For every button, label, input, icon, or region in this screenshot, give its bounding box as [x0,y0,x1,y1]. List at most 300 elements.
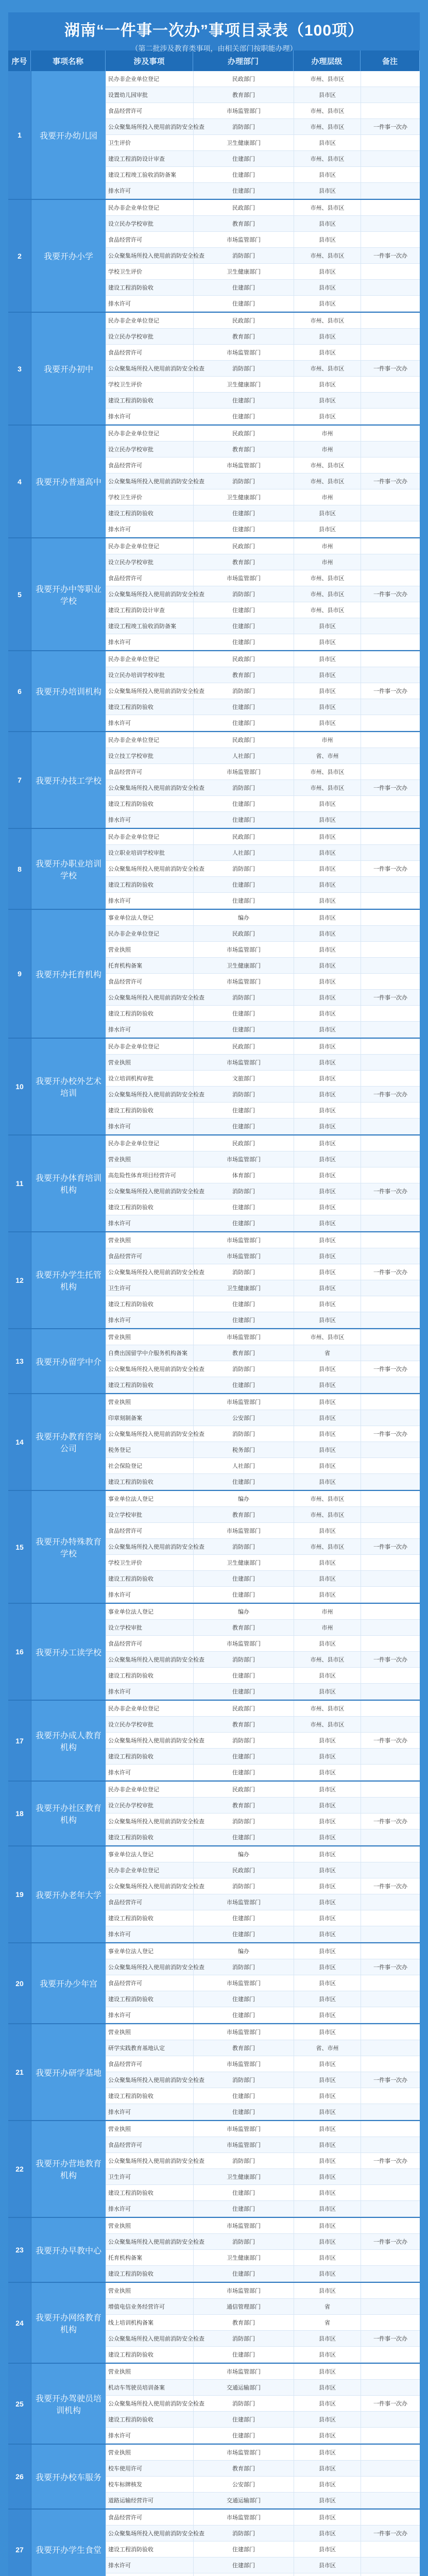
dept-cell: 住建部门 [193,1991,294,2007]
level-cell: 县市区 [294,2218,361,2233]
table-row [106,377,420,393]
group-number: 5 [8,538,31,650]
level-cell: 县市区 [294,216,361,231]
note-cell: 一件事一次办 [361,683,420,699]
dept-cell: 民政部门 [193,1039,294,1054]
dept-cell: 市场监管部门 [193,1055,294,1070]
level-cell: 县市区 [294,1862,361,1878]
item-cell: 事业单位法人登记 [106,910,193,925]
note-cell [361,377,420,392]
note-cell [361,1071,420,1086]
item-cell: 事业单位法人登记 [106,1846,193,1862]
item-cell: 建设工程消防设计审查 [106,151,193,166]
item-cell: 营业执照 [106,2283,193,2298]
item-cell: 建设工程竣工验收消防备案 [106,618,193,634]
note-cell: 一件事一次办 [361,1361,420,1377]
item-cell: 建设工程消防验收 [106,393,193,408]
note-cell: 一件事一次办 [361,1959,420,1975]
dept-cell: 市场监管部门 [193,2056,294,2072]
table-row [106,1878,420,1894]
level-cell: 县市区 [294,1410,361,1426]
table-row [106,942,420,958]
table-row [106,1926,420,1942]
item-cell: 食品经营许可 [106,2056,193,2072]
dept-cell: 编办 [193,1943,294,1959]
group-number: 20 [8,1943,31,2023]
level-cell: 县市区 [294,232,361,247]
level-cell: 县市区 [294,812,361,827]
item-cell: 排水许可 [106,1684,193,1699]
level-cell: 市州、县市区 [294,586,361,602]
note-cell [361,2104,420,2120]
table-row [106,2428,420,2444]
level-cell: 县市区 [294,1733,361,1748]
table-row [106,732,420,748]
table-row [106,1426,420,1442]
item-cell: 设立学校审批 [106,1507,193,1522]
table-row [106,861,420,877]
dept-cell: 市场监管部门 [193,1894,294,1910]
table-row [106,1491,420,1507]
item-cell: 卫生许可 [106,1280,193,1296]
table-row [106,910,420,926]
item-cell: 建设工程消防验收 [106,2185,193,2200]
note-cell [361,1829,420,1845]
dept-cell: 住建部门 [193,1296,294,1312]
note-cell [361,893,420,908]
group-number: 15 [8,1491,31,1603]
level-cell: 县市区 [294,2169,361,2184]
table-group [8,1943,420,2024]
table-group [8,1701,420,1782]
table-row [106,1215,420,1231]
table-row [106,2056,420,2072]
dept-cell: 消防部门 [193,780,294,795]
group-number: 18 [8,1782,31,1845]
group-name: 我要开办校车服务 [31,2445,106,2509]
item-cell: 公众聚集场所投入使用前消防安全检查 [106,1652,193,1667]
level-cell: 县市区 [294,634,361,650]
table-row [106,2169,420,2185]
item-cell: 排水许可 [106,521,193,537]
group-number: 3 [8,313,31,425]
table-row [106,1604,420,1620]
level-cell: 县市区 [294,2510,361,2525]
note-cell: 一件事一次办 [361,1087,420,1102]
note-cell [361,2137,420,2153]
group-name: 我要开办老年大学 [31,1846,106,1942]
level-cell: 县市区 [294,135,361,150]
table-row [106,1087,420,1103]
item-cell: 建设工程消防验收 [106,1296,193,1312]
dept-cell: 住建部门 [193,2347,294,2362]
note-cell [361,2250,420,2265]
level-cell: 县市区 [294,2250,361,2265]
note-cell [361,505,420,521]
level-cell: 县市区 [294,1039,361,1054]
dept-cell: 市场监管部门 [193,2137,294,2153]
group-name: 我要开办少年宫 [31,1943,106,2023]
table-row [106,1361,420,1377]
level-cell: 县市区 [294,1636,361,1651]
note-cell [361,345,420,360]
level-cell: 市州、县市区 [294,764,361,779]
table-row [106,1814,420,1829]
note-cell [361,942,420,957]
level-cell: 省、市州 [294,748,361,764]
item-cell: 学校卫生评价 [106,264,193,279]
dept-cell: 住建部门 [193,618,294,634]
item-cell: 税务登记 [106,1442,193,1458]
item-cell: 食品经营许可 [106,1894,193,1910]
item-cell: 建设工程消防验收 [106,2541,193,2557]
note-cell: 一件事一次办 [361,861,420,876]
note-cell: 一件事一次办 [361,2072,420,2088]
item-cell: 托育机构备案 [106,2250,193,2265]
item-cell: 建设工程消防验收 [106,2347,193,2362]
level-cell: 县市区 [294,1765,361,1780]
group-name: 我要开办中等职业学校 [31,538,106,650]
note-cell [361,1701,420,1716]
note-cell [361,1410,420,1426]
group-name: 我要开办早教中心 [31,2218,106,2282]
table-row [106,1232,420,1248]
table-row [106,1798,420,1814]
level-cell: 县市区 [294,1684,361,1699]
table-row [106,602,420,618]
group-name: 我要开办网络教育机构 [31,2283,106,2363]
dept-cell: 住建部门 [193,1006,294,1021]
dept-cell: 住建部门 [193,1199,294,1215]
note-cell: 一件事一次办 [361,1264,420,1280]
dept-cell: 消防部门 [193,1959,294,1975]
level-cell: 县市区 [294,377,361,392]
dept-cell: 住建部门 [193,634,294,650]
note-cell [361,1684,420,1699]
level-cell: 市州 [294,426,361,441]
level-cell: 县市区 [294,2380,361,2395]
note-cell [361,1345,420,1361]
note-cell [361,1507,420,1522]
level-cell: 市州、县市区 [294,200,361,215]
note-cell [361,1474,420,1489]
table-row [106,1377,420,1393]
dept-cell [193,2573,294,2576]
level-cell: 县市区 [294,926,361,941]
level-cell: 县市区 [294,2347,361,2362]
table-row [106,958,420,974]
item-cell: 食品经营许可 [106,1636,193,1651]
level-cell: 县市区 [294,167,361,182]
level-cell: 县市区 [294,2461,361,2476]
table-row [106,1151,420,1167]
dept-cell: 消防部门 [193,361,294,376]
col-head-items: 涉及事项 [106,50,193,71]
table-row [106,264,420,280]
dept-cell: 教育部门 [193,442,294,457]
dept-cell: 住建部门 [193,602,294,618]
dept-cell: 民政部门 [193,1862,294,1878]
group-number: 21 [8,2024,31,2120]
dept-cell: 交通运输部门 [193,2380,294,2395]
table-row [106,554,420,570]
table-row [106,1829,420,1845]
dept-cell: 住建部门 [193,1022,294,1037]
dept-cell: 住建部门 [193,183,294,198]
table-row [106,1668,420,1684]
table-group [8,426,420,538]
item-cell: 建设工程消防设计审查 [106,602,193,618]
table-row [106,926,420,942]
dept-cell: 市场监管部门 [193,974,294,989]
note-cell [361,2024,420,2040]
table-row [106,1507,420,1523]
dept-cell: 公安部门 [193,2477,294,2492]
table-row [106,1587,420,1603]
table-row [106,1943,420,1959]
item-cell: 公众聚集场所投入使用前消防安全检查 [106,1264,193,1280]
group-number: 22 [8,2121,31,2217]
note-cell [361,2461,420,2476]
item-cell: 建设工程消防验收 [106,1199,193,1215]
item-cell: 设立民办学校审批 [106,1717,193,1732]
level-cell: 县市区 [294,1991,361,2007]
table-row [106,2185,420,2201]
level-cell: 县市区 [294,2266,361,2281]
item-cell: 建设工程消防验收 [106,1910,193,1926]
level-cell: 县市区 [294,958,361,973]
level-cell: 县市区 [294,683,361,699]
dept-cell: 教育部门 [193,329,294,344]
note-cell [361,2040,420,2056]
level-cell: 县市区 [294,345,361,360]
level-cell: 市州 [294,1604,361,1619]
note-cell [361,748,420,764]
item-cell: 公众聚集场所投入使用前消防安全检查 [106,861,193,876]
note-cell [361,764,420,779]
item-cell: 排水许可 [106,812,193,827]
note-cell: 一件事一次办 [361,473,420,489]
group-name: 我要开办技工学校 [31,732,106,828]
level-cell: 县市区 [294,2526,361,2541]
table-row [106,1006,420,1022]
dept-cell: 教育部门 [193,2315,294,2330]
item-cell: 事业单位法人登记 [106,1491,193,1506]
item-cell: 建设工程消防验收 [106,1668,193,1683]
note-cell [361,489,420,505]
table-row [106,1136,420,1151]
note-cell [361,2218,420,2233]
dept-cell: 公安部门 [193,1410,294,1426]
note-cell [361,958,420,973]
level-cell: 县市区 [294,2121,361,2137]
dept-cell: 教育部门 [193,667,294,683]
level-cell: 县市区 [294,1587,361,1602]
table-row [106,1264,420,1280]
table-row [106,1345,420,1361]
note-cell: 一件事一次办 [361,1733,420,1748]
table-row [106,1991,420,2007]
table-row [106,216,420,232]
table-group [8,71,420,200]
note-cell: 一件事一次办 [361,248,420,263]
item-cell: 事业单位法人登记 [106,1604,193,1619]
item-cell: 公众聚集场所投入使用前消防安全检查 [106,1361,193,1377]
level-cell: 县市区 [294,1829,361,1845]
level-cell: 县市区 [294,2364,361,2379]
level-cell: 市州、县市区 [294,602,361,618]
level-cell: 县市区 [294,845,361,860]
level-cell: 县市区 [294,1749,361,1764]
table-row [106,2315,420,2331]
table-row [106,2007,420,2023]
table-group [8,538,420,651]
note-cell [361,2510,420,2525]
table-row [106,2104,420,2120]
group-name: 我要开办普通高中 [31,426,106,537]
dept-cell: 人社部门 [193,845,294,860]
dept-cell: 市场监管部门 [193,1151,294,1167]
dept-cell: 住建部门 [193,715,294,731]
note-cell: 一件事一次办 [361,2396,420,2411]
item-cell: 公众聚集场所投入使用前消防安全检查 [106,248,193,263]
dept-cell: 市场监管部门 [193,1523,294,1538]
table-group [8,1232,420,1329]
level-cell: 县市区 [294,183,361,198]
dept-cell: 民政部门 [193,926,294,941]
note-cell [361,2121,420,2137]
level-cell: 县市区 [294,1668,361,1683]
note-cell [361,2299,420,2314]
item-cell: 公众聚集场所投入使用前消防安全检查 [106,1539,193,1554]
dept-cell: 消防部门 [193,2331,294,2346]
table-row [106,1280,420,1296]
note-cell [361,829,420,844]
level-cell: 市州、县市区 [294,1507,361,1522]
table-row [106,2218,420,2234]
dept-cell: 消防部门 [193,683,294,699]
group-number: 1 [8,71,31,199]
level-cell: 县市区 [294,1167,361,1183]
note-cell [361,1668,420,1683]
dept-cell: 住建部门 [193,1587,294,1602]
item-cell: 营业执照 [106,2121,193,2137]
table-row [106,2364,420,2380]
item-cell: 建设工程消防验收 [106,877,193,892]
level-cell: 县市区 [294,2137,361,2153]
item-cell: 增值电信业务经营许可 [106,2299,193,2314]
item-cell: 建设工程消防验收 [106,1006,193,1021]
table-row [106,667,420,683]
dept-cell: 卫生健康部门 [193,958,294,973]
note-cell [361,634,420,650]
note-cell [361,1039,420,1054]
table-row [106,1394,420,1410]
dept-cell: 民政部门 [193,651,294,667]
group-number: 10 [8,1039,31,1134]
level-cell: 县市区 [294,2072,361,2088]
table-group [8,2218,420,2283]
table-row [106,2088,420,2104]
level-cell: 县市区 [294,1312,361,1328]
note-cell [361,1782,420,1797]
level-cell: 县市区 [294,2428,361,2443]
table-row [106,1474,420,1490]
item-cell: 排水许可 [106,2201,193,2216]
level-cell: 县市区 [294,2104,361,2120]
table-row [106,1749,420,1765]
level-cell: 县市区 [294,2024,361,2040]
dept-cell: 市场监管部门 [193,764,294,779]
note-cell [361,2573,420,2576]
table-group [8,2445,420,2510]
note-cell [361,667,420,683]
item-cell: 食品经营许可 [106,103,193,118]
dept-cell: 消防部门 [193,861,294,876]
table-row [106,2412,420,2428]
table-row [106,1071,420,1087]
dept-cell: 市场监管部门 [193,1394,294,1410]
dept-cell: 住建部门 [193,2557,294,2573]
item-cell: 公众聚集场所投入使用前消防安全检查 [106,361,193,376]
table-row [106,780,420,796]
dept-cell: 消防部门 [193,1087,294,1102]
item-cell: 民办非企业单位登记 [106,71,193,87]
level-cell: 县市区 [294,1782,361,1797]
group-number: 12 [8,1232,31,1328]
dept-cell: 市场监管部门 [193,232,294,247]
level-cell: 县市区 [294,715,361,731]
note-cell [361,1055,420,1070]
note-cell [361,1571,420,1586]
item-cell: 排水许可 [106,2428,193,2443]
dept-cell: 民政部门 [193,200,294,215]
table-row [106,2477,420,2493]
level-cell: 县市区 [294,409,361,424]
table-group [8,732,420,829]
level-cell: 县市区 [294,1248,361,1264]
table-row [106,2573,420,2576]
level-cell: 县市区 [294,2396,361,2411]
table-row [106,361,420,377]
table-row [106,442,420,457]
dept-cell: 教育部门 [193,554,294,570]
note-cell: 一件事一次办 [361,1539,420,1554]
table-row [106,489,420,505]
level-cell: 县市区 [294,296,361,311]
dept-cell: 民政部门 [193,732,294,748]
level-cell: 县市区 [294,1798,361,1813]
dept-cell: 住建部门 [193,521,294,537]
level-cell: 县市区 [294,829,361,844]
level-cell: 县市区 [294,1458,361,1473]
item-cell: 营业执照 [106,1394,193,1410]
note-cell [361,2283,420,2298]
note-cell [361,1765,420,1780]
item-cell: 食品经营许可 [106,345,193,360]
table-row [106,280,420,296]
note-cell [361,2185,420,2200]
dept-cell: 消防部门 [193,1361,294,1377]
table-group [8,2024,420,2121]
dept-cell: 教育部门 [193,1507,294,1522]
item-cell: 排水许可 [106,1765,193,1780]
dept-cell: 市场监管部门 [193,1329,294,1345]
level-cell: 市州、县市区 [294,780,361,795]
table-row [106,1571,420,1587]
level-cell: 县市区 [294,264,361,279]
note-cell [361,2056,420,2072]
